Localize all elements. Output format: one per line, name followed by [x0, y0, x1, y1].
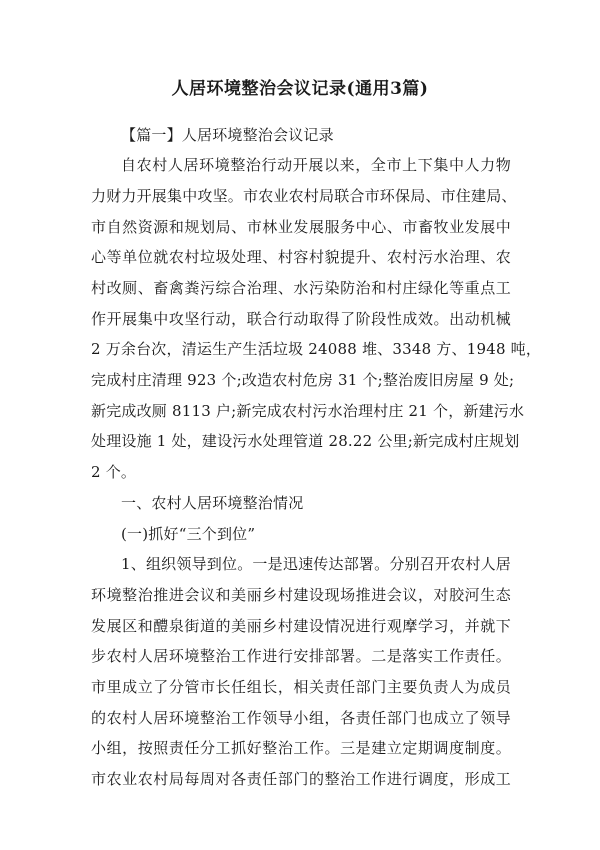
paragraph-line: 市农业农村局每周对各责任部门的整治工作进行调度，形成工	[91, 770, 511, 788]
paragraph-line: 新完成改厕 8113 户;新完成农村污水治理村庄 21 个，新建污水	[91, 402, 525, 420]
paragraph-line: 的农村人居环境整治工作领导小组，各责任部门也成立了领导	[91, 709, 511, 727]
paragraph-line: 发展区和醴泉街道的美丽乡村建设情况进行观摩学习，并就下	[91, 617, 511, 635]
document-title: 人居环境整治会议记录(通用3篇)	[171, 79, 429, 99]
paragraph-line: 2 个。	[91, 463, 137, 481]
paragraph-line: 心等单位就农村垃圾处理、村容村貌提升、农村污水治理、农	[91, 248, 511, 266]
paragraph-line: 作开展集中攻坚行动，联合行动取得了阶段性成效。出动机械	[91, 310, 511, 328]
paragraph-line: 处理设施 1 处，建设污水处理管道 28.22 公里;新完成村庄规划	[91, 432, 520, 450]
section-header: 【篇一】人居环境整治会议记录	[121, 126, 334, 144]
paragraph-line: 环境整治推进会议和美丽乡村建设现场推进会议，对胶河生态	[91, 586, 511, 604]
paragraph-line: 小组，按照责任分工抓好整治工作。三是建立定期调度制度。	[91, 739, 511, 757]
subsection-heading: (一)抓好“三个到位”	[121, 525, 256, 543]
paragraph-line: 2 万余台次，清运生产生活垃圾 24088 堆、3348 方、1948 吨，	[91, 340, 542, 358]
paragraph-line: 村改厕、畜禽粪污综合治理、水污染防治和村庄绿化等重点工	[91, 279, 511, 297]
paragraph-line: 1、组织领导到位。一是迅速传达部署。分别召开农村人居	[121, 555, 511, 573]
paragraph-line: 力财力开展集中攻坚。市农业农村局联合市环保局、市住建局、	[91, 187, 517, 205]
paragraph-line: 市里成立了分管市长任组长，相关责任部门主要负责人为成员	[91, 678, 511, 696]
paragraph-line: 步农村人居环境整治工作进行安排部署。二是落实工作责任。	[91, 647, 511, 665]
paragraph-line: 完成村庄清理 923 个;改造农村危房 31 个;整治废旧房屋 9 处;	[91, 371, 515, 389]
paragraph-line: 自农村人居环境整治行动开展以来，全市上下集中人力物	[121, 156, 511, 174]
section-heading: 一、农村人居环境整治情况	[121, 494, 304, 512]
paragraph-line: 市自然资源和规划局、市林业发展服务中心、市畜牧业发展中	[91, 218, 511, 236]
